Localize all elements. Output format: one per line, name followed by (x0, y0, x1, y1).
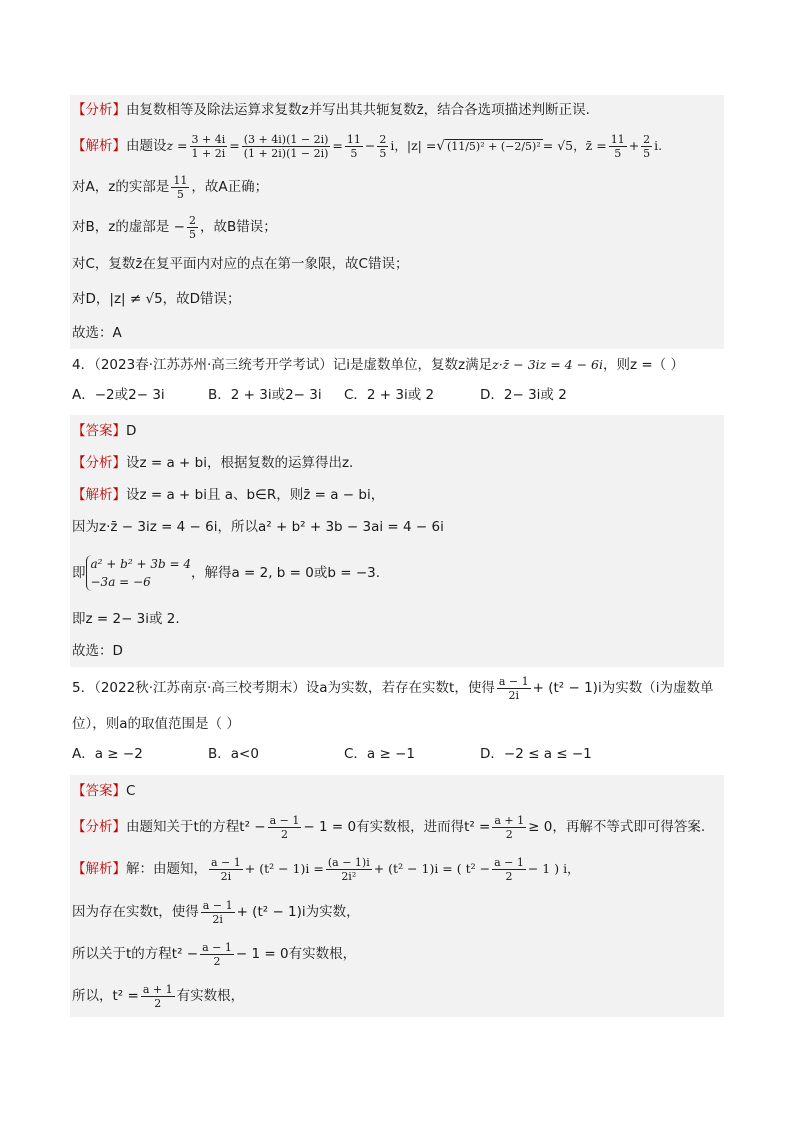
solution-text: 设z = a + bi且 a、b∈R，则z̄ = a − bi， (126, 487, 385, 503)
fraction (201, 899, 235, 926)
q4-solution-block (70, 415, 724, 667)
q5-stem-line1 (70, 667, 724, 709)
system-eq2: −3a = −6 (90, 575, 151, 589)
frac-den: 2i (212, 912, 223, 926)
q4-stem (70, 349, 724, 409)
q4-line3 (70, 603, 724, 635)
fraction (242, 133, 331, 160)
frac-num: a − 1 (269, 813, 300, 827)
frac-num: a − 1 (498, 674, 529, 688)
line-text: 对A，z的实部是 (72, 179, 170, 195)
q3-option-a-line (70, 167, 724, 207)
q4-choice-line (70, 635, 724, 667)
option-a: A．a ≥ −2 (72, 746, 143, 762)
plus-sign: + (628, 138, 640, 153)
fraction (141, 983, 175, 1010)
answer-value: C (126, 783, 136, 799)
q3-option-b-line (70, 207, 724, 247)
solution-lead: 由题设 (126, 138, 167, 154)
option-d: D．2− 3i或 2 (480, 387, 567, 403)
q4-system-line (70, 543, 724, 603)
line-text: 因为z·z̄ − 3iz = 4 − 6i，所以a² + b² + 3b − 3ai = 4 − 6i (72, 519, 444, 535)
frac-num: 11 (610, 132, 625, 146)
frac-den: 5 (350, 146, 358, 160)
fraction (641, 133, 652, 160)
line-text: 即z = 2− 3i或 2. (72, 611, 180, 627)
conj-z: ，z̄ = (573, 138, 607, 153)
frac-den: 5 (614, 146, 622, 160)
fraction (345, 133, 363, 160)
q4-solution-line (70, 479, 724, 511)
frac-den: 2i (508, 688, 519, 702)
fraction (187, 214, 198, 241)
minus-sign: − (364, 138, 376, 153)
line-text: 所以关于t的方程t² − (72, 946, 199, 962)
q4-line1 (70, 511, 724, 543)
solution-text: 解：由题知， (126, 861, 207, 877)
fraction (492, 814, 526, 841)
frac-num: 11 (173, 173, 188, 187)
fraction (209, 856, 243, 883)
q3-option-d-line (70, 281, 724, 317)
frac-den: 2 (505, 827, 513, 841)
q4-answer-line (70, 415, 724, 447)
document-page (70, 95, 724, 1017)
q4-options (70, 381, 724, 409)
analysis-tag: 【分析】 (72, 819, 126, 835)
q5-options (70, 739, 724, 769)
stem-text: 4．（2023春·江苏苏州·高三统考开学考试）记i是虚数单位，复数z满足 (72, 357, 493, 373)
q3-solution-block (70, 95, 724, 349)
frac-den: 2 (154, 996, 162, 1010)
q3-solution-line (70, 125, 724, 167)
option-b: B．2 + 3i或2− 3i (208, 387, 322, 403)
eq-sign: = (229, 138, 240, 153)
answer-tag: 【答案】 (72, 783, 126, 799)
analysis-tag: 【分析】 (72, 455, 126, 471)
solution-math: + (t² − 1)i = (244, 861, 324, 876)
fraction (326, 856, 372, 883)
line-text: − 1 = 0有实数根， (235, 946, 357, 962)
frac-den: (1 + 2i)(1 − 2i) (243, 146, 329, 160)
solution-math: + (t² − 1)i = ( t² − (373, 861, 491, 876)
frac-num: a + 1 (494, 813, 525, 827)
analysis-text: 由复数相等及除法运算求复数z并写出其共轭复数z̄，结合各选项描述判断正误. (126, 102, 590, 118)
frac-num: 2 (188, 213, 196, 227)
frac-den: 5 (379, 146, 387, 160)
line-text: 因为存在实数t，使得 (72, 904, 199, 920)
option-d: D．−2 ≤ a ≤ −1 (480, 746, 592, 762)
option-c: C．a ≥ −1 (344, 746, 415, 762)
frac-den: 1 + 2i (191, 146, 226, 160)
frac-den: 2i² (341, 869, 357, 883)
frac-num: 11 (346, 132, 361, 146)
line-text: ，解得a = 2, b = 0或b = −3. (190, 565, 381, 581)
option-c: C．2 + 3i或 2 (344, 387, 435, 403)
q5-stem (70, 667, 724, 769)
analysis-text: − 1 = 0有实数根，进而得t² = (303, 819, 491, 835)
frac-den: 2 (505, 869, 513, 883)
frac-den: 5 (643, 146, 651, 160)
sqrt-expression: √ (11/5)² + (−2/5)² (436, 137, 541, 154)
frac-num: a − 1 (494, 855, 524, 869)
line-text: ，故B错误； (199, 219, 277, 235)
stem-text: + (t² − 1)i为实数（i为虚数单 (532, 680, 714, 696)
frac-num: a − 1 (202, 898, 233, 912)
q4-stem-line (70, 349, 724, 381)
line-text: 有实数根， (176, 988, 245, 1004)
fraction (171, 174, 189, 201)
fraction (609, 133, 627, 160)
frac-num: a − 1 (211, 855, 241, 869)
q3-analysis-line (70, 95, 724, 125)
line-text: 对C，复数z̄在复平面内对应的点在第一象限，故C错误； (72, 256, 409, 272)
frac-den: 5 (188, 227, 196, 241)
q5-line3 (70, 933, 724, 975)
imag-unit: i. (654, 138, 663, 153)
option-a: A．−2或2− 3i (72, 387, 165, 403)
frac-num: (3 + 4i)(1 − 2i) (243, 132, 329, 146)
frac-den: 2 (213, 954, 221, 968)
frac-num: (a − 1)i (327, 855, 370, 869)
frac-num: a − 1 (202, 940, 232, 954)
fraction (497, 675, 531, 702)
q5-analysis-line (70, 807, 724, 847)
line-text: 对D，|z| ≠ √5，故D错误； (72, 291, 241, 307)
fraction (492, 856, 526, 883)
fraction (190, 133, 228, 160)
frac-den: 5 (176, 187, 184, 201)
stem-text: ，则z =（ ） (602, 357, 684, 373)
answer-value: D (126, 423, 137, 439)
q4-analysis-line (70, 447, 724, 479)
solution-tag: 【解析】 (72, 138, 126, 154)
solution-math: − 1 ) i， (527, 861, 580, 876)
analysis-text: 由题知关于t的方程t² − (126, 819, 266, 835)
sqrt-result: = √5 (542, 138, 574, 153)
q5-solution-block (70, 775, 724, 1017)
q5-solution-line (70, 847, 724, 891)
solution-tag: 【解析】 (72, 487, 126, 503)
frac-num: 3 + 4i (191, 132, 226, 146)
line-text: 即 (72, 565, 86, 581)
analysis-text: 设z = a + bi，根据复数的运算得出z. (126, 455, 354, 471)
analysis-tag: 【分析】 (72, 102, 126, 118)
fraction (268, 814, 302, 841)
answer-tag: 【答案】 (72, 423, 126, 439)
sqrt-radicand: (11/5)² + (−2/5)² (446, 139, 541, 153)
fraction (200, 941, 234, 968)
eq-z: z = (166, 138, 188, 153)
frac-den: 2i (220, 869, 232, 883)
stem-equation: z·z̄ − 3iz = 4 − 6i (492, 357, 603, 372)
q3-choice-line (70, 317, 724, 349)
choice-text: 故选：D (72, 643, 123, 659)
frac-num: 2 (379, 132, 387, 146)
line-text: 对B，z的虚部是 − (72, 219, 185, 235)
imag-unit: i (390, 138, 395, 153)
stem-text: 位），则a的取值范围是（ ） (72, 716, 240, 732)
q5-stem-line2 (70, 709, 724, 739)
frac-den: 2 (281, 827, 288, 841)
analysis-text: ≥ 0，再解不等式即可得答案. (528, 819, 706, 835)
q5-line4 (70, 975, 724, 1017)
abs-z: ，|z| = (394, 138, 437, 153)
solution-tag: 【解析】 (72, 861, 126, 877)
frac-num: a + 1 (142, 982, 173, 996)
q5-line2 (70, 891, 724, 933)
stem-text: 5．（2022秋·江苏南京·高三校考期末）设a为实数，若存在实数t，使得 (72, 680, 495, 696)
q5-answer-line (70, 775, 724, 807)
line-text: 所以，t² = (72, 988, 139, 1004)
option-b: B．a<0 (208, 746, 259, 762)
q3-option-c-line (70, 247, 724, 281)
system-eq1: a² + b² + 3b = 4 (90, 557, 191, 571)
fraction (377, 133, 388, 160)
equation-system (86, 555, 191, 591)
eq-sign: = (332, 138, 343, 153)
frac-num: 2 (643, 132, 651, 146)
line-text: + (t² − 1)i为实数， (236, 904, 360, 920)
choice-text: 故选：A (72, 325, 122, 341)
line-text: ，故A正确； (191, 179, 269, 195)
